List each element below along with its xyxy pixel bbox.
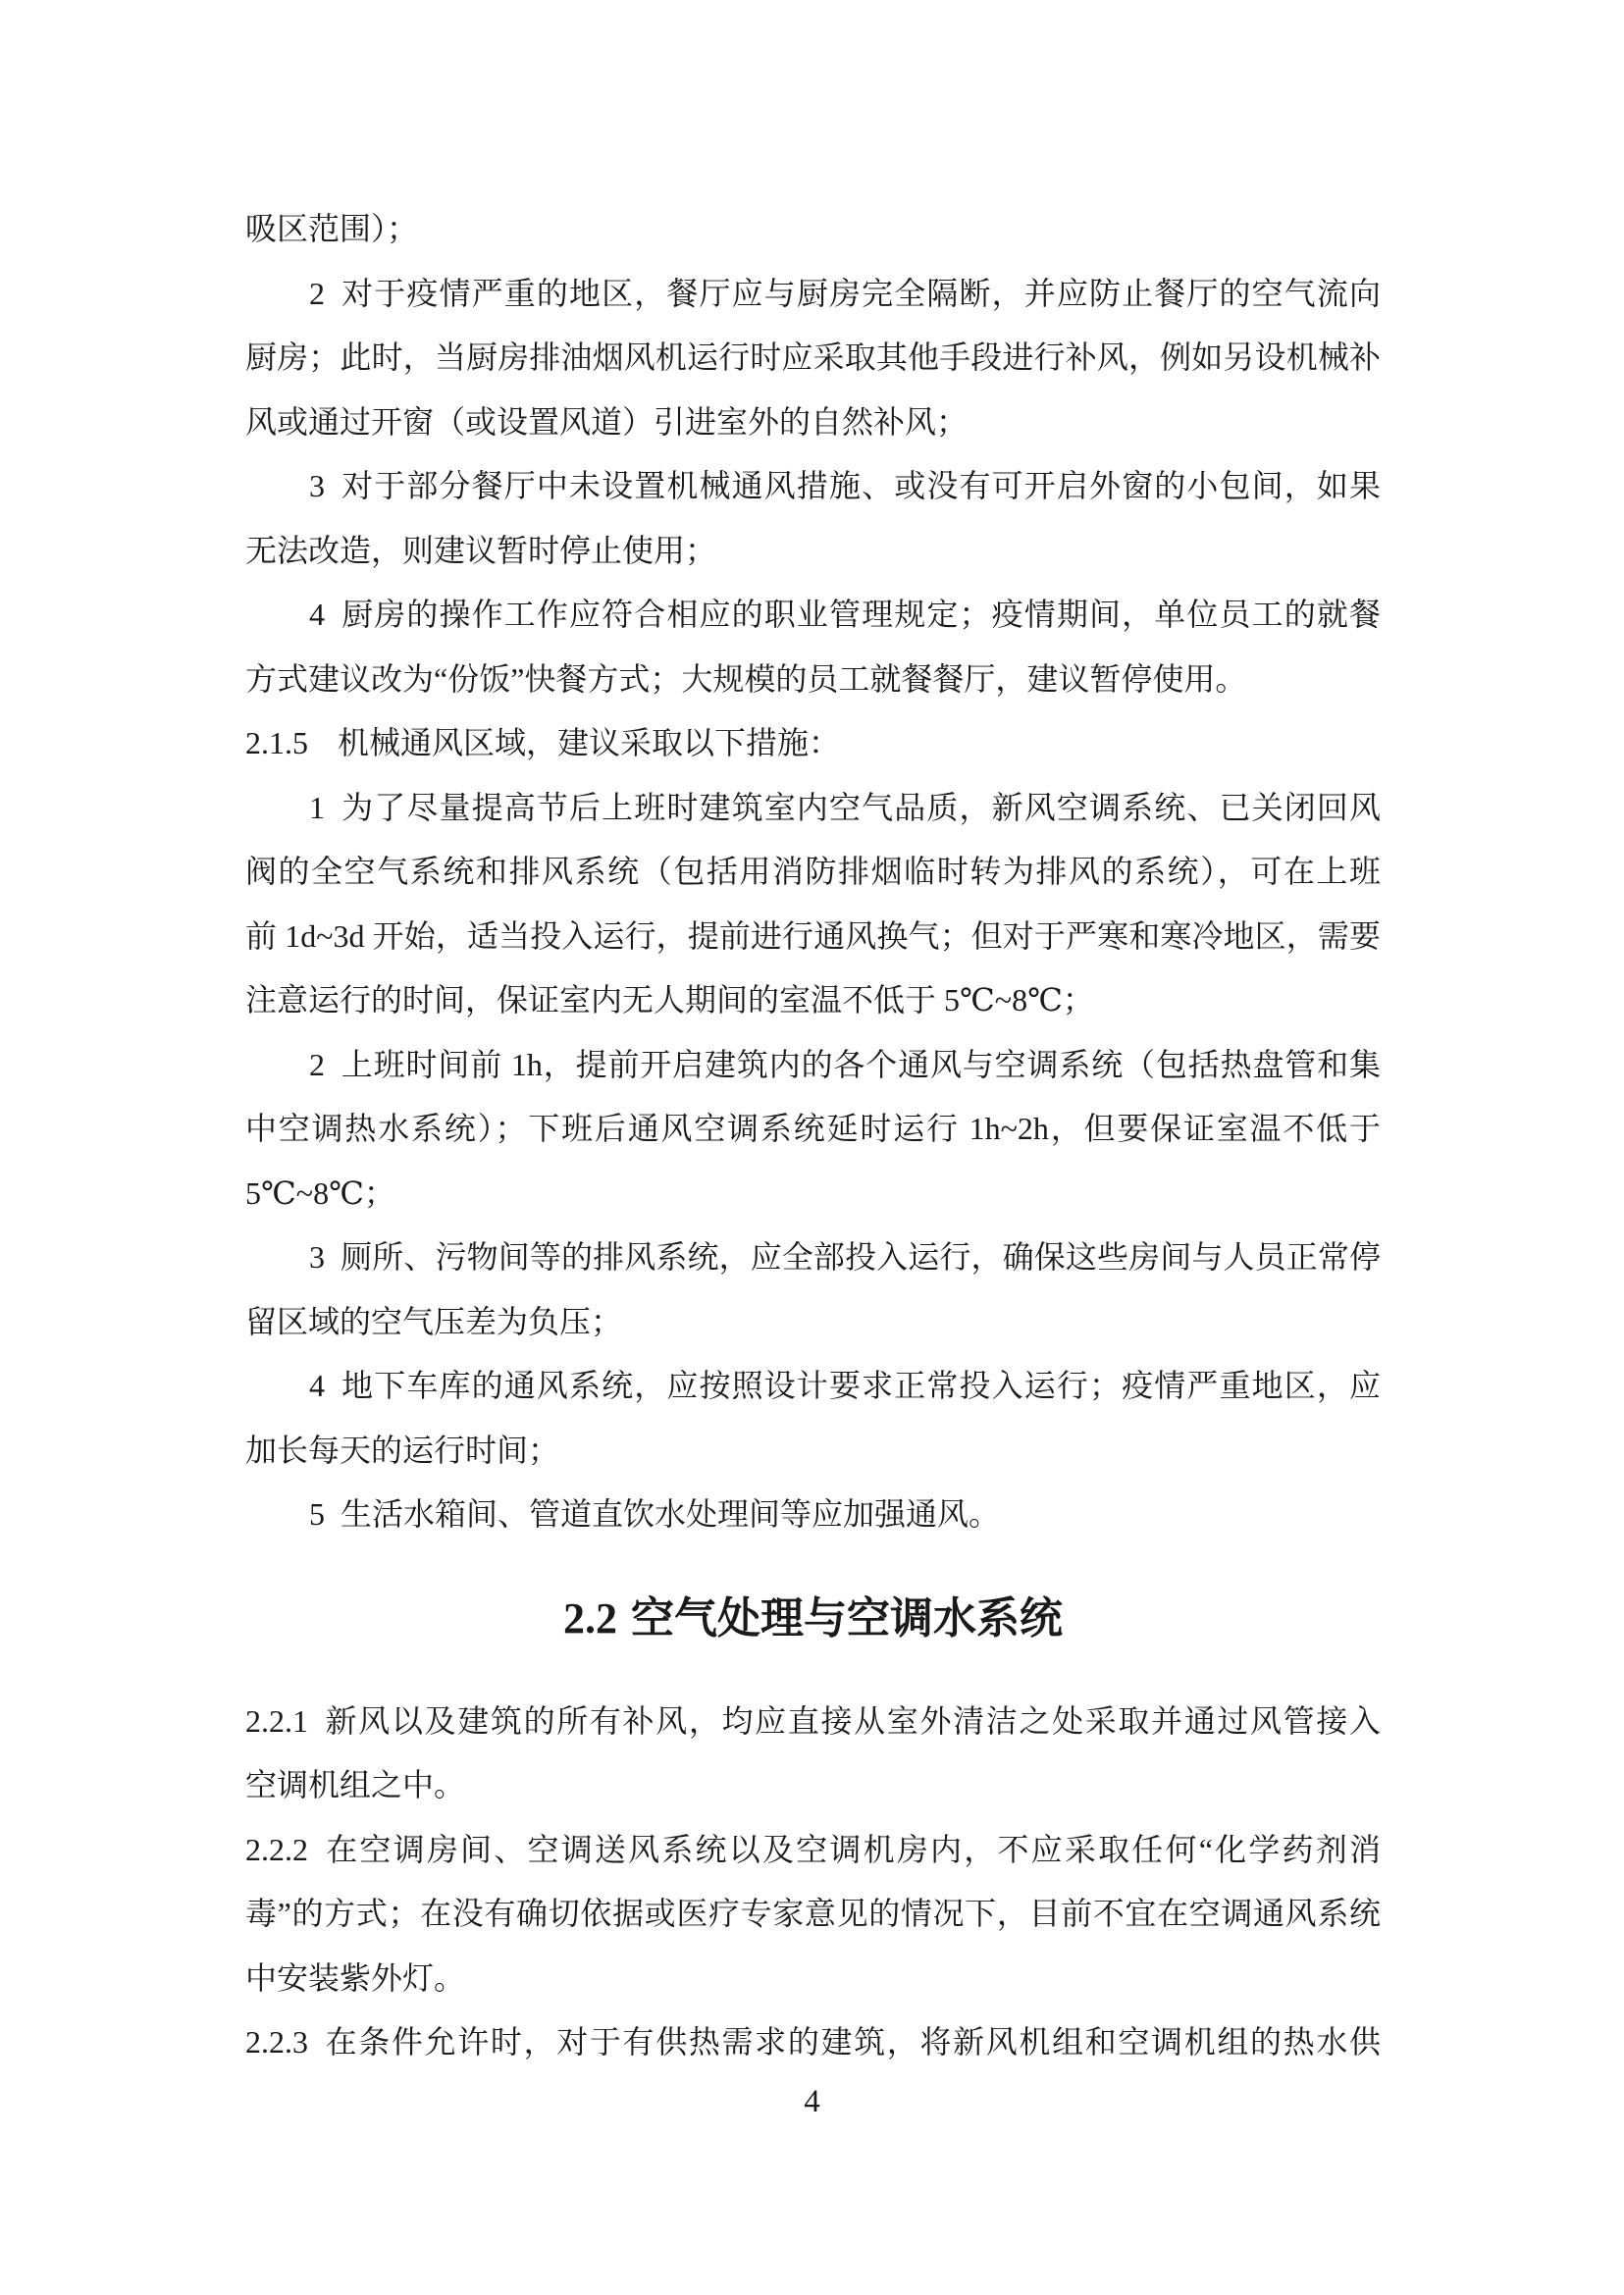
line-text: 方式建议改为“份饭”快餐方式；大规模的员工就餐餐厅，建议暂停使用。	[245, 660, 1247, 697]
text-line	[245, 519, 1381, 584]
text-line	[245, 1882, 1381, 1947]
paragraph-number: 2.2	[563, 1593, 617, 1643]
line-text: 厕所、污物间等的排风系统，应全部投入运行，确保这些房间与人员正常停	[341, 1239, 1381, 1275]
text-line	[245, 711, 1381, 776]
text-line	[245, 1419, 1381, 1484]
section-heading	[245, 1587, 1381, 1651]
line-text: 地下车库的通风系统，应按照设计要求正常投入运行；疫情严重地区，应	[341, 1368, 1381, 1403]
line-text: 对于疫情严重的地区，餐厅应与厨房完全隔断，并应防止餐厅的空气流向	[341, 275, 1381, 311]
text-line	[245, 1226, 1381, 1290]
line-text: 空调机组之中。	[245, 1767, 466, 1802]
line-text: 留区域的空气压差为负压；	[245, 1303, 623, 1339]
line-text: 吸区范围）；	[245, 211, 419, 246]
text-line	[245, 1162, 1381, 1226]
line-text: 新风以及建筑的所有补风，均应直接从室外清洁之处采取并通过风管接入	[324, 1702, 1381, 1739]
line-text: 在条件允许时，对于有供热需求的建筑，将新风机组和空调机组的热水供	[324, 2024, 1381, 2060]
line-text: 对于部分餐厅中未设置机械通风措施、或没有可开启外窗的小包间，如果	[341, 468, 1381, 503]
line-text: 厨房；此时，当厨房排油烟风机运行时应采取其他手段进行补风，例如另设机械补	[245, 339, 1381, 375]
line-text: 空气处理与空调水系统	[631, 1593, 1063, 1643]
paragraph-number: 2.2.2	[245, 1831, 308, 1867]
text-line	[245, 2010, 1381, 2075]
text-line	[245, 968, 1381, 1033]
line-text: 中安装紫外灯。	[245, 1959, 466, 1996]
line-text: 生活水箱间、管道直饮水处理间等应加强通风。	[341, 1496, 1001, 1532]
paragraph-number: 5	[309, 1496, 325, 1532]
text-line	[245, 1753, 1381, 1818]
paragraph-number: 2	[309, 1046, 325, 1082]
text-line	[245, 391, 1381, 455]
paragraph-number: 1	[309, 789, 325, 825]
paragraph-number: 3	[309, 468, 325, 503]
text-line	[245, 1354, 1381, 1419]
text-line	[245, 197, 1381, 262]
text-line	[245, 905, 1381, 969]
line-text: 机械通风区域，建议采取以下措施：	[338, 725, 841, 760]
paragraph-number: 2.2.1	[245, 1702, 308, 1739]
text-line	[245, 1947, 1381, 2011]
line-text: 在空调房间、空调送风系统以及空调机房内，不应采取任何“化学药剂消	[324, 1831, 1381, 1867]
line-text: 前 1d~3d 开始，适当投入运行，提前进行通风换气；但对于严寒和寒冷地区，需要	[245, 917, 1381, 954]
paragraph-number: 4	[309, 1368, 325, 1403]
text-line	[245, 262, 1381, 327]
page-number: 4	[804, 2084, 820, 2119]
text-line	[245, 1818, 1381, 1883]
paragraph-number: 3	[309, 1239, 325, 1275]
text-line	[245, 1033, 1381, 1098]
text-line	[245, 648, 1381, 712]
text-line	[245, 776, 1381, 841]
line-text: 为了尽量提高节后上班时建筑室内空气品质，新风空调系统、已关闭回风	[341, 789, 1381, 825]
text-line	[245, 1690, 1381, 1754]
document-body	[245, 197, 1381, 2075]
text-line	[245, 1097, 1381, 1162]
line-text: 5℃~8℃；	[245, 1174, 395, 1211]
line-text: 厨房的操作工作应符合相应的职业管理规定；疫情期间，单位员工的就餐	[341, 597, 1381, 632]
paragraph-number: 2.1.5	[245, 725, 308, 760]
line-text: 无法改造，则建议暂时停止使用；	[245, 532, 717, 568]
text-line	[245, 1483, 1381, 1547]
line-text: 加长每天的运行时间；	[245, 1432, 560, 1468]
line-text: 风或通过开窗（或设置风道）引进室外的自然补风；	[245, 403, 969, 440]
text-line	[245, 583, 1381, 648]
paragraph-number: 2.2.3	[245, 2024, 308, 2060]
line-text: 注意运行的时间，保证室内无人期间的室温不低于 5℃~8℃；	[245, 982, 1094, 1017]
text-line	[245, 326, 1381, 391]
line-text: 毒”的方式；在没有确切依据或医疗专家意见的情况下，目前不宜在空调通风系统	[245, 1896, 1381, 1931]
line-text: 上班时间前 1h，提前开启建筑内的各个通风与空调系统（包括热盘管和集	[341, 1046, 1381, 1082]
paragraph-number: 2	[309, 275, 325, 311]
line-text: 中空调热水系统）；下班后通风空调系统延时运行 1h~2h，但要保证室温不低于	[245, 1111, 1381, 1146]
text-line	[245, 840, 1381, 905]
text-line	[245, 1290, 1381, 1355]
text-line	[245, 454, 1381, 519]
line-text: 阀的全空气系统和排风系统（包括用消防排烟临时转为排风的系统），可在上班	[245, 854, 1381, 889]
paragraph-number: 4	[309, 597, 325, 632]
